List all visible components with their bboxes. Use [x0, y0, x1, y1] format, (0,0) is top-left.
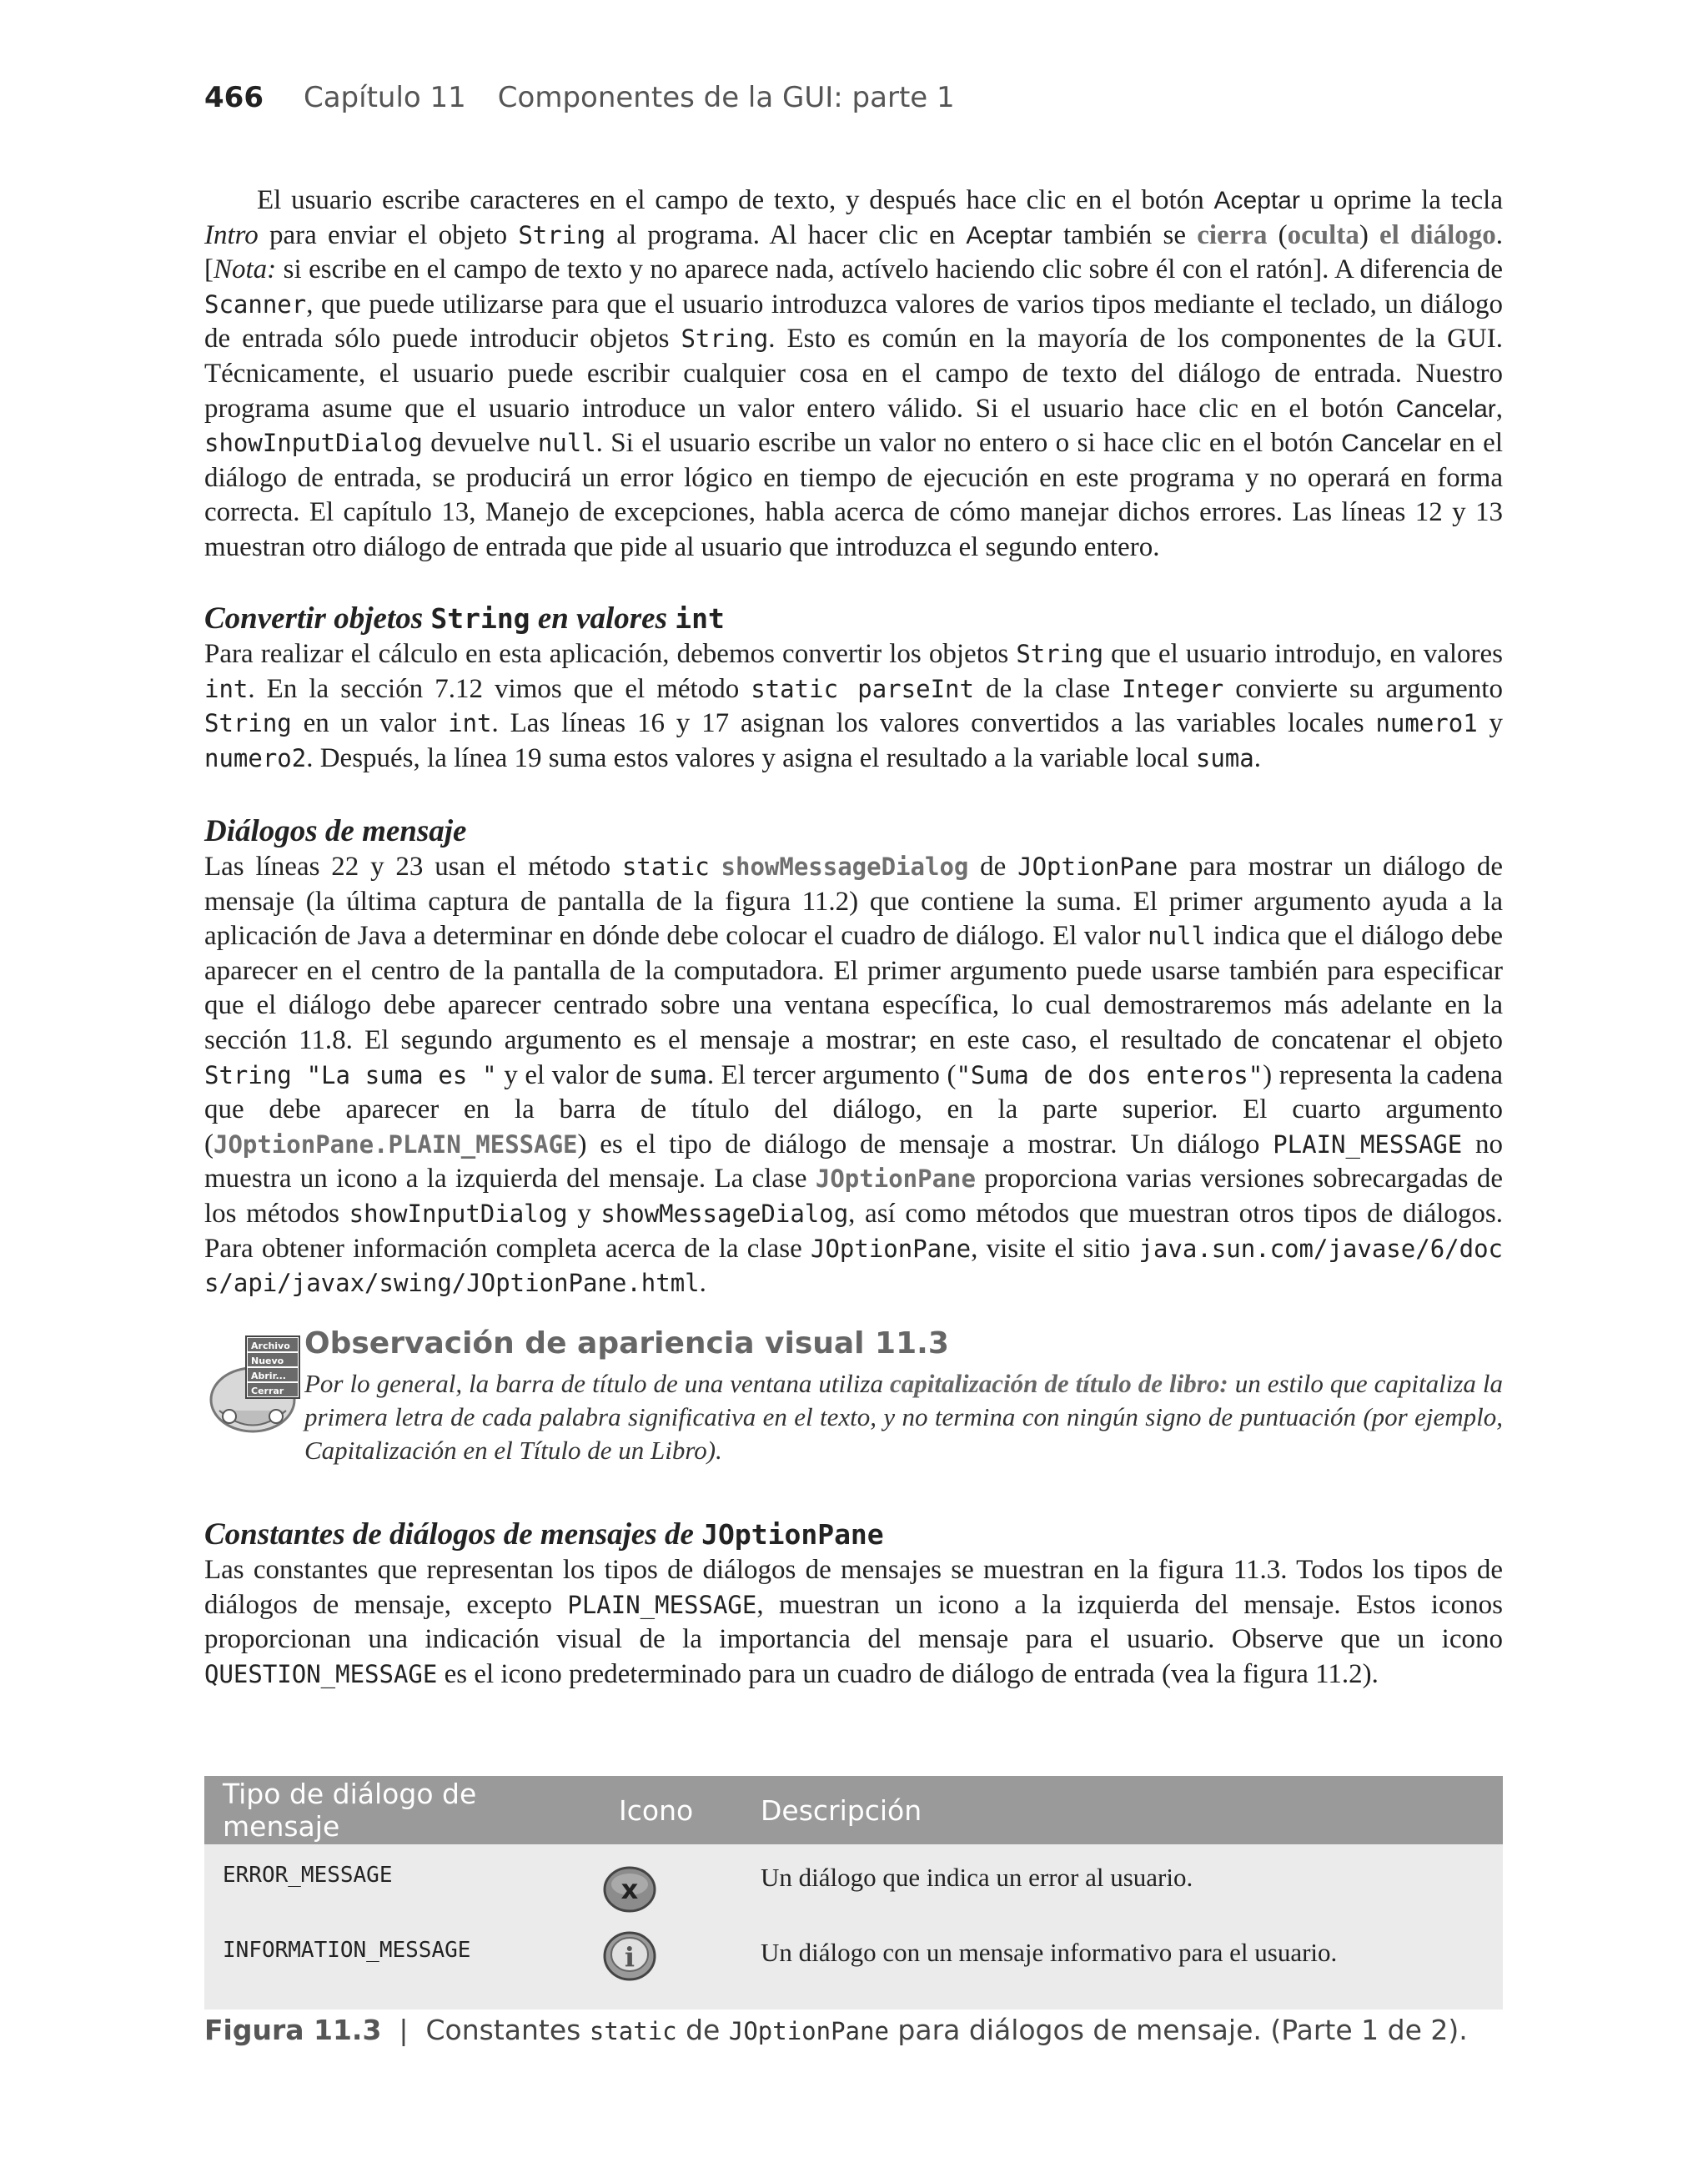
section-convertir: Convertir objetos String en valores int Para realizar el cálculo en esta aplicación, debemos convertir los objetos String que el usuario introdujo, en valores int. En la sección 7.12 vimos que el método static parseInt de la clase Integer convierte su argumento String en un valor int. Las líneas 16 y 17 asignan los valores convertidos a las variables locales numero1 y numero2. Después, la línea 19 suma estos valores y asigna el resultado a la variable local suma. [204, 601, 1504, 773]
column-header-description: Descripción [742, 1776, 1503, 1844]
section-heading: Diálogos de mensaje [204, 814, 467, 848]
tip-box [204, 1326, 1503, 1493]
running-header [204, 81, 955, 114]
chapter-label: Capítulo 11 [303, 81, 466, 114]
message-description: Un diálogo con un mensaje informativo para el usuario. [742, 1919, 1503, 2009]
error-icon [600, 1861, 659, 1913]
window-menu-icon [204, 1331, 303, 1440]
icon-label-cerrar: Cerrar [251, 1386, 284, 1396]
column-header-type: Tipo de diálogo de mensaje [204, 1776, 600, 1844]
section-heading: Convertir objetos String en valores int [204, 601, 725, 636]
figure-label: Figura 11.3 [204, 2014, 382, 2046]
icon-label-abrir: Abrir... [251, 1371, 286, 1381]
icon-label-archivo: Archivo [251, 1341, 290, 1351]
column-header-icon: Icono [600, 1776, 742, 1844]
paragraph-input-dialog: El usuario escribe caracteres en el campo de texto, y después hace clic en el botón Aceptar u oprime la tecla Intro para enviar el objeto String al programa. Al hacer clic en Aceptar también se cierra (oculta) el diálogo. [Nota: si escribe en el campo de texto y no aparece nada, actívelo haciendo clic sobre él con el ratón]. A diferencia de Scanner, que puede utilizarse para que el usuario introduzca valores de varios tipos mediante el teclado, un diálogo de entrada sólo puede introducir objetos String. Esto es común en la mayoría de los componentes de la GUI. Técnicamente, el usuario puede escribir cualquier cosa en el campo de texto del diálogo de entrada. Nuestro programa asume que el usuario introduce un valor entero válido. Si el usuario hace clic en el botón Cancelar, showInputDialog devuelve null. Si el usuario escribe un valor no entero o si hace clic en el botón Cancelar en el diálogo de entrada, se producirá un error lógico en tiempo de ejecución en este programa y no operará en forma correcta. El capítulo 13, Manejo de excepciones, habla acerca de cómo manejar dichos errores. Las líneas 12 y 13 muestran otro diálogo de entrada que pide al usuario que introduzca el segundo entero. [204, 185, 1503, 562]
information-icon [600, 1928, 659, 1981]
message-description: Un diálogo que indica un error al usuario. [742, 1844, 1503, 1919]
section-constantes: Constantes de diálogos de mensajes de JOptionPane Las constantes que representan los tipos de diálogos de mensajes se muestran en la figura 11.3. Todos los tipos de diálogos de mensaje, excepto PLAIN_MESSAGE, muestran un icono a la izquierda del mensaje. Estos iconos proporcionan una indicación visual de la importancia del mensaje para el usuario. Observe que un icono QUESTION_MESSAGE es el icono predeterminado para un cuadro de diálogo de entrada (vea la figura 11.2). [204, 1517, 1503, 1689]
error-icon-glyph: x [620, 1874, 639, 1905]
page-number: 466 [204, 81, 264, 114]
caption-separator: | [399, 2014, 409, 2046]
message-type: ERROR_MESSAGE [204, 1844, 600, 1919]
section-heading: Constantes de diálogos de mensajes de JOptionPane [204, 1517, 884, 1552]
chapter-title: Componentes de la GUI: parte 1 [497, 81, 955, 114]
section-dialogos-mensaje: Diálogos de mensaje Las líneas 22 y 23 usan el método static showMessageDialog de JOptionPane para mostrar un diálogo de mensaje (la última captura de pantalla de la figura 11.2) que contiene la suma. El primer argumento ayuda a la aplicación de Java a determinar en dónde debe colocar el cuadro de diálogo. El valor null indica que el diálogo debe aparecer en el centro de la pantalla de la computadora. El primer argumento puede usarse también para especificar que el diálogo debe aparecer centrado sobre una ventana específica, lo cual demostraremos más adelante en la sección 11.8. El segundo argumento es el mensaje a mostrar; en este caso, el resultado de concatenar el objeto String "La suma es " y el valor de suma. El tercer argumento ("Suma de dos enteros") representa la cadena que debe aparecer en la barra de título del diálogo, en la parte superior. El cuarto argumento (JOptionPane.PLAIN_MESSAGE) es el tipo de diálogo de mensaje a mostrar. Un diálogo PLAIN_MESSAGE no muestra un icono a la izquierda del mensaje. La clase JOptionPane proporciona varias versiones sobrecargadas de los métodos showInputDialog y showMessageDialog, así como métodos que muestran otros tipos de diálogos. Para obtener información completa acerca de la clase JOptionPane, visite el sitio java.sun.com/javase/6/docs/api/javax/swing/JOptionPane.html. [204, 814, 1504, 1299]
table-row [204, 1844, 1503, 1919]
table-header-row [204, 1776, 1503, 1844]
message-type: INFORMATION_MESSAGE [204, 1919, 600, 2009]
figure-caption: Figura 11.3 | Constantes static de JOptionPane para diálogos de mensaje. (Parte 1 de 2). [204, 2014, 1468, 2046]
tip-title: Observación de apariencia visual 11.3 [304, 1326, 949, 1361]
information-icon-glyph: i [624, 1941, 635, 1973]
message-type-table [204, 1776, 1503, 2009]
tip-text: Por lo general, la barra de título de una ventana utiliza capitalización de título de libro: un estilo que capitaliza la primera letra de cada palabra significativa en el texto, y no termina con ningún signo de puntuación (por ejemplo, Capitalización en el Título de un Libro). [304, 1369, 1504, 1465]
table-row [204, 1919, 1503, 2009]
icon-label-nuevo: Nuevo [251, 1356, 284, 1366]
